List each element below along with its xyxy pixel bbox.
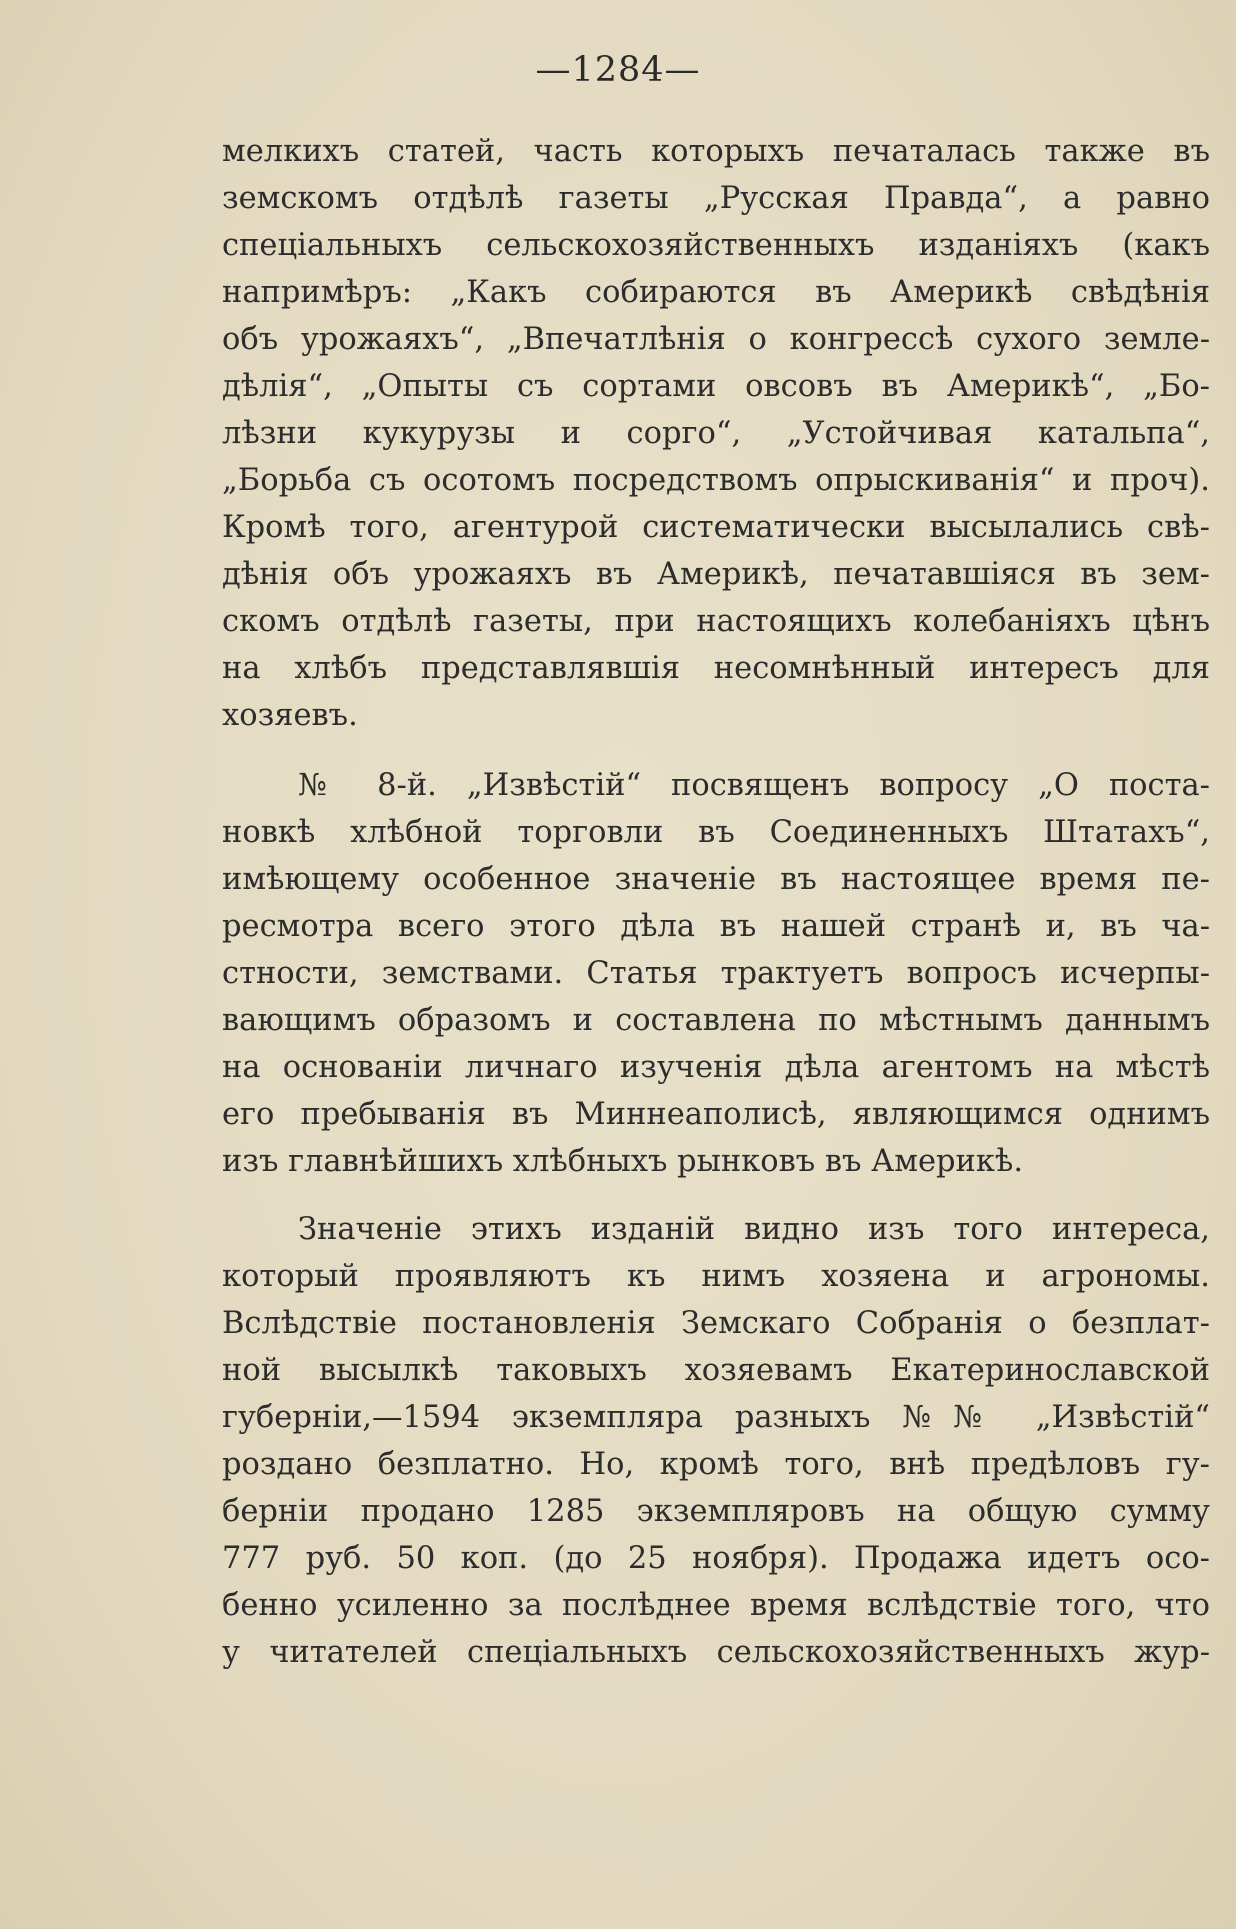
text-line: ной высылкѣ таковыхъ хозяевамъ Екатеринославской [222,1353,1210,1388]
paragraph-3 [222,1206,1210,1676]
text-line: Значеніе этихъ изданій видно изъ того интереса, [298,1212,1210,1247]
text-line: его пребыванія въ Миннеаполисѣ, являющимся однимъ [222,1097,1210,1132]
text-line: ресмотра всего этого дѣла въ нашей странѣ и, въ ча- [222,909,1210,944]
text-line: дѣлія“, „Опыты съ сортами овсовъ въ Америкѣ“, „Бо- [222,369,1210,404]
text-line: мелкихъ статей, часть которыхъ печаталась также въ [222,134,1210,169]
text-line: новкѣ хлѣбной торговли въ Соединенныхъ Штатахъ“, [222,815,1210,850]
text-line: губерніи,—1594 экземпляра разныхъ №№ „Извѣстій“ [222,1400,1210,1435]
text-line: берніи продано 1285 экземпляровъ на общую сумму [222,1494,1210,1529]
text-line: дѣнія объ урожаяхъ въ Америкѣ, печатавшіяся въ зем- [222,557,1210,592]
text-line: объ урожаяхъ“, „Впечатлѣнія о конгрессѣ сухого земле- [222,322,1210,357]
text-line: имѣющему особенное значеніе въ настоящее время пе- [222,862,1210,897]
text-line: у читателей спеціальныхъ сельскохозяйственныхъ жур- [222,1635,1210,1670]
text-line: бенно усиленно за послѣднее время вслѣдствіе того, что [222,1588,1210,1623]
text-line: скомъ отдѣлѣ газеты, при настоящихъ колебаніяхъ цѣнъ [222,604,1210,639]
text-line: земскомъ отдѣлѣ газеты „Русская Правда“, а равно [222,181,1210,216]
text-line: стности, земствами. Статья трактуетъ вопросъ исчерпы- [222,956,1210,991]
text-line: лѣзни кукурузы и сорго“, „Устойчивая катальпа“, [222,416,1210,451]
page-number: —1284— [535,50,701,90]
text-line: Кромѣ того, агентурой систематически высылались свѣ- [222,510,1210,545]
text-line: хозяевъ. [222,698,358,733]
text-line: Вслѣдствіе постановленія Земскаго Собранія о безплат- [222,1306,1210,1341]
paragraph-1 [222,128,1210,739]
text-line: роздано безплатно. Но, кромѣ того, внѣ предѣловъ гу- [222,1447,1210,1482]
text-line: изъ главнѣйшихъ хлѣбныхъ рынковъ въ Америкѣ. [222,1144,1024,1179]
text-line: № 8-й. „Извѣстій“ посвященъ вопросу „О поста- [298,768,1210,803]
text-line: 777 руб. 50 коп. (до 25 ноября). Продажа идетъ осо- [222,1541,1210,1576]
text-line: вающимъ образомъ и составлена по мѣстнымъ даннымъ [222,1003,1210,1038]
text-line: спеціальныхъ сельскохозяйственныхъ изданіяхъ (какъ [222,228,1210,263]
paragraph-2 [222,762,1210,1185]
text-line: на основаніи личнаго изученія дѣла агентомъ на мѣстѣ [222,1050,1210,1085]
text-line: „Борьба съ осотомъ посредствомъ опрыскиванія“ и проч). [222,463,1210,498]
text-line: напримѣръ: „Какъ собираются въ Америкѣ свѣдѣнія [222,275,1210,310]
text-line: который проявляютъ къ нимъ хозяена и агрономы. [222,1259,1210,1294]
text-line: на хлѣбъ представлявшія несомнѣнный интересъ для [222,651,1210,686]
